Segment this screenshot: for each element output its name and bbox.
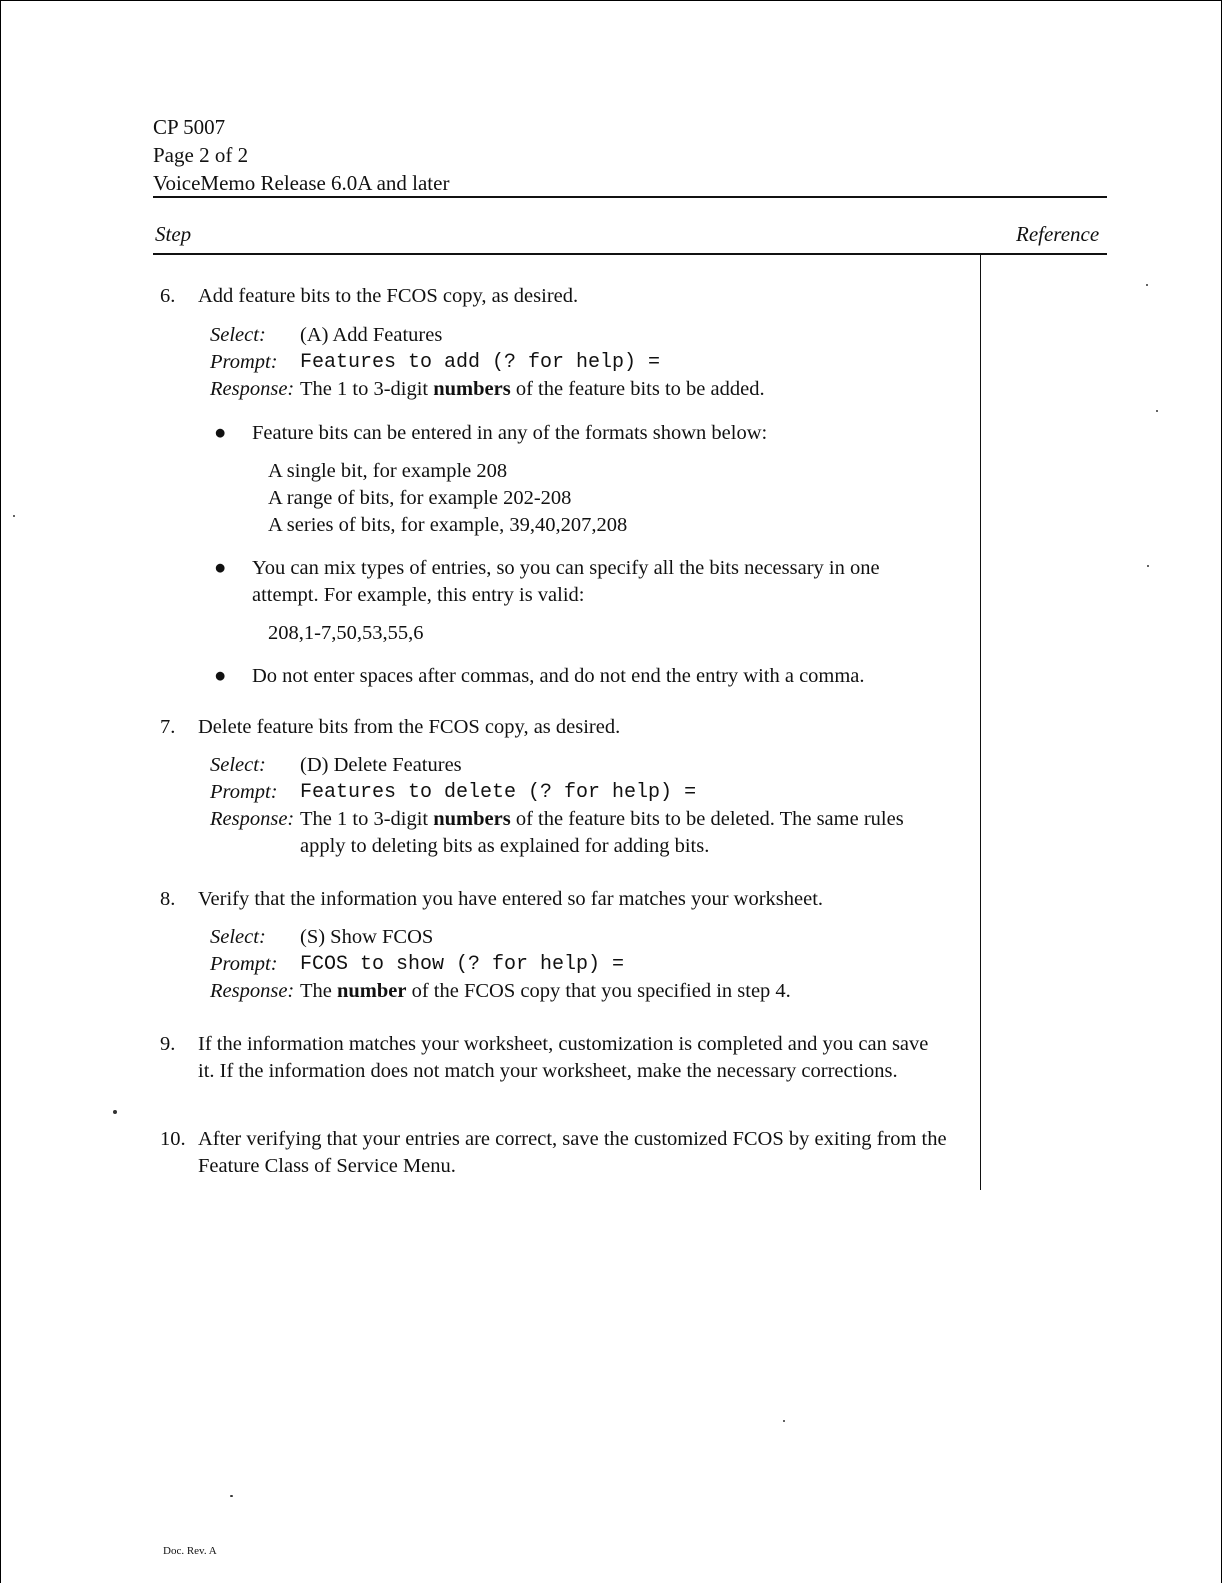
step-number: 7.: [160, 716, 176, 738]
release-line: VoiceMemo Release 6.0A and later: [153, 171, 450, 195]
prompt-row: [210, 951, 970, 978]
bullet-text: Do not enter spaces after commas, and do not end the entry with a comma.: [252, 665, 865, 687]
prompt-value: FCOS to show (? for help) =: [300, 953, 625, 976]
doc-id: CP 5007: [153, 115, 226, 139]
response-emphasis: numbers: [433, 378, 511, 400]
step-text: Verify that the information you have entered so far matches your worksheet.: [198, 888, 824, 910]
reference-column-divider: [980, 254, 981, 1190]
step-text: After verifying that your entries are correct, save the customized FCOS by exiting from the Feature Class of Service Menu.: [198, 1128, 947, 1177]
select-label: Select:: [210, 324, 266, 346]
example-entry: 208,1-7,50,53,55,6: [268, 622, 424, 644]
column-header-reference: Reference: [1016, 222, 1100, 246]
prompt-label: Prompt:: [210, 953, 278, 975]
step-7-commands: [210, 752, 970, 860]
response-emphasis: numbers: [433, 808, 511, 830]
example-range: A range of bits, for example 202-208: [268, 487, 572, 509]
prompt-value: Features to delete (? for help) =: [300, 781, 697, 804]
prompt-row: [210, 779, 970, 806]
page-number: Page 2 of 2: [153, 143, 249, 167]
prompt-label: Prompt:: [210, 781, 278, 803]
select-row: [210, 924, 970, 951]
select-value: (A) Add Features: [300, 324, 443, 346]
response-value: [300, 376, 930, 403]
prompt-label: Prompt:: [210, 351, 278, 373]
response-text: The: [300, 980, 337, 1002]
scan-speck: [1146, 284, 1148, 286]
scan-speck: [1147, 565, 1149, 567]
select-label: Select:: [210, 926, 266, 948]
format-examples: [268, 458, 627, 539]
response-text-end: of the FCOS copy that you specified in step 4.: [406, 980, 791, 1002]
step-8: [160, 886, 960, 913]
response-value: [300, 806, 930, 860]
response-emphasis: number: [337, 980, 407, 1002]
column-header-rule: [153, 253, 1107, 255]
bullet-icon: ●: [214, 557, 227, 579]
response-row: [210, 806, 970, 860]
bullet-text: You can mix types of entries, so you can specify all the bits necessary in one attempt. For example, this entry is valid:: [252, 557, 880, 606]
bullet-icon: ●: [214, 665, 227, 687]
step-number: 8.: [160, 888, 176, 910]
example-series: A series of bits, for example, 39,40,207,208: [268, 514, 628, 536]
scan-speck: [113, 1110, 117, 1114]
step-6: [160, 283, 960, 310]
select-label: Select:: [210, 754, 266, 776]
select-row: [210, 322, 970, 349]
step-text: If the information matches your worksheet, customization is completed and you can save it. If the information does not match your worksheet, make the necessary corrections.: [198, 1033, 929, 1082]
response-value: [300, 978, 930, 1005]
response-row: [210, 376, 970, 403]
scan-speck: [1156, 410, 1158, 412]
response-text: The 1 to 3-digit: [300, 378, 434, 400]
step-8-commands: [210, 924, 970, 1005]
step-6-bullet-mix: [214, 555, 934, 609]
step-text: Delete feature bits from the FCOS copy, as desired.: [198, 716, 621, 738]
step-7: [160, 714, 960, 741]
prompt-row: [210, 349, 970, 376]
response-label: Response:: [210, 378, 295, 400]
step-number: 9.: [160, 1033, 176, 1055]
select-row: [210, 752, 970, 779]
header-rule: [153, 196, 1107, 198]
column-header-step: Step: [155, 222, 192, 246]
response-label: Response:: [210, 808, 295, 830]
step-9: [160, 1031, 950, 1085]
footer-revision: Doc. Rev. A: [163, 1545, 217, 1557]
response-label: Response:: [210, 980, 295, 1002]
response-text-end: of the feature bits to be added.: [510, 378, 765, 400]
scan-speck: [230, 1495, 233, 1497]
response-text-end: of the feature bits to be deleted. The same rules apply to deleting bits as explained for adding bits.: [300, 808, 904, 857]
select-value: (D) Delete Features: [300, 754, 462, 776]
step-number: 10.: [160, 1128, 186, 1150]
select-value: (S) Show FCOS: [300, 926, 434, 948]
prompt-value: Features to add (? for help) =: [300, 351, 661, 374]
step-6-bullet-formats: [214, 420, 934, 447]
step-6-bullet-rules: [214, 663, 934, 690]
scan-speck: [13, 515, 15, 517]
bullet-icon: ●: [214, 422, 227, 444]
step-number: 6.: [160, 285, 176, 307]
response-row: [210, 978, 970, 1005]
response-text: The 1 to 3-digit: [300, 808, 434, 830]
step-10: [160, 1126, 950, 1180]
document-header: [153, 113, 449, 197]
bullet-text: Feature bits can be entered in any of the formats shown below:: [252, 422, 768, 444]
step-6-commands: [210, 322, 970, 403]
scan-speck: [783, 1420, 785, 1422]
step-text: Add feature bits to the FCOS copy, as desired.: [198, 285, 579, 307]
example-single-bit: A single bit, for example 208: [268, 460, 508, 482]
